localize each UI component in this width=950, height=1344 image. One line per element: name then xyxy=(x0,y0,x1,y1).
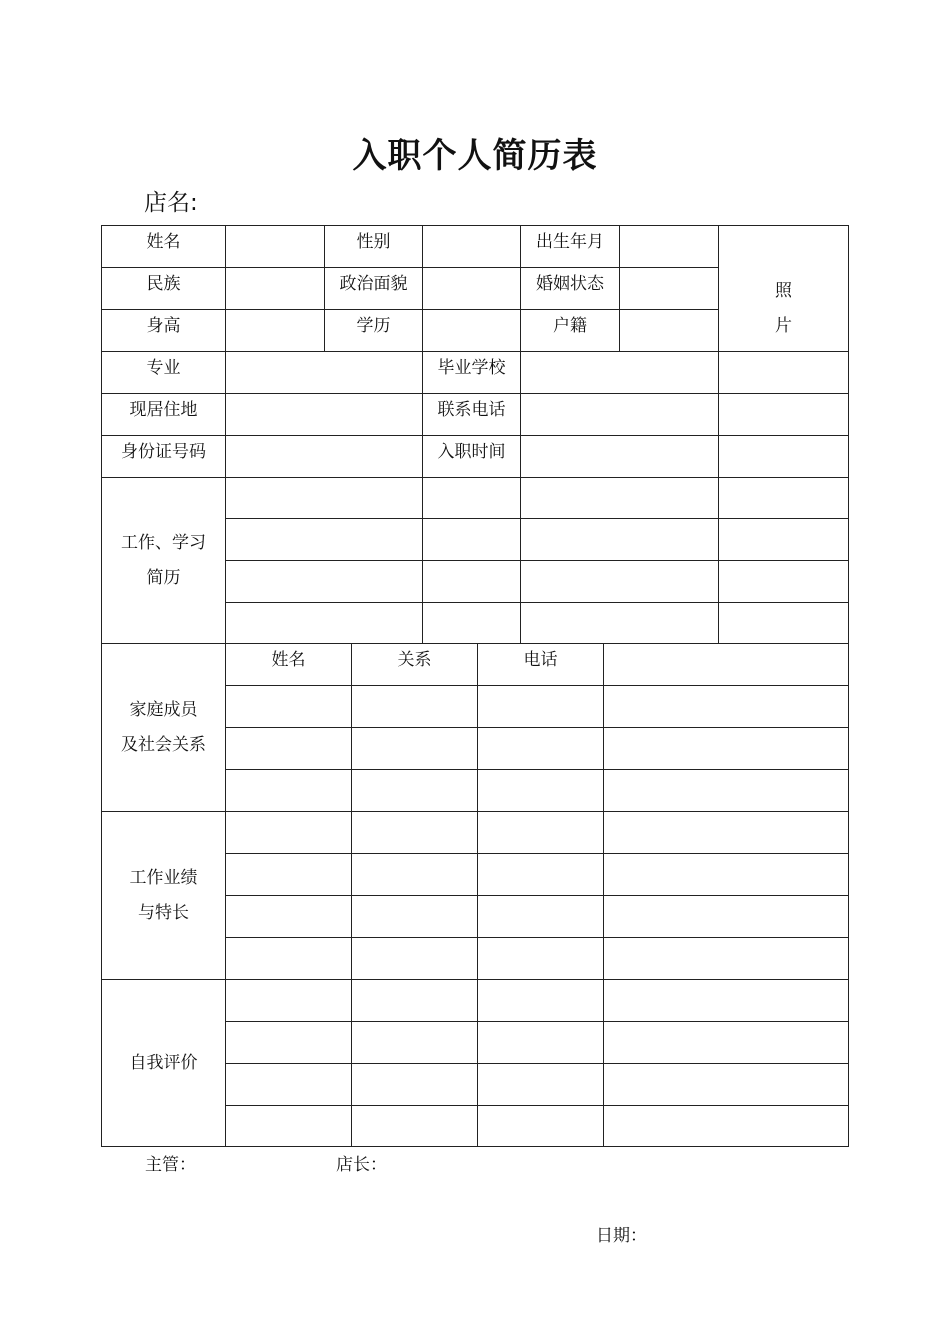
label-gender: 性别 xyxy=(324,225,423,268)
label-performance: 工作业绩 与特长 xyxy=(101,811,226,980)
family-cell[interactable] xyxy=(603,685,849,728)
work-study-cell[interactable] xyxy=(718,560,849,603)
self-eval-cell[interactable] xyxy=(225,1063,352,1106)
self-eval-cell[interactable] xyxy=(477,1063,604,1106)
field-political[interactable] xyxy=(422,267,521,310)
performance-cell[interactable] xyxy=(603,895,849,938)
self-eval-cell[interactable] xyxy=(603,1063,849,1106)
performance-cell[interactable] xyxy=(477,937,604,980)
field-height[interactable] xyxy=(225,309,325,352)
label-entry-time: 入职时间 xyxy=(422,435,521,478)
work-study-cell[interactable] xyxy=(422,602,521,644)
performance-cell[interactable] xyxy=(351,853,478,896)
self-eval-cell[interactable] xyxy=(603,979,849,1022)
work-study-cell[interactable] xyxy=(422,560,521,603)
work-study-cell[interactable] xyxy=(718,518,849,561)
work-study-cell[interactable] xyxy=(718,602,849,644)
photo-label-2: 片 xyxy=(775,316,792,336)
performance-cell[interactable] xyxy=(477,895,604,938)
self-eval-cell[interactable] xyxy=(477,979,604,1022)
date-label: 日期： xyxy=(596,1226,647,1246)
family-cell[interactable] xyxy=(477,727,604,770)
work-study-cell[interactable] xyxy=(520,560,719,603)
label-family: 家庭成员 及社会关系 xyxy=(101,643,226,812)
self-eval-cell[interactable] xyxy=(351,1105,478,1147)
field-hukou[interactable] xyxy=(619,309,719,352)
self-eval-cell[interactable] xyxy=(225,1105,352,1147)
supervisor-label: 主管： xyxy=(145,1155,196,1175)
family-cell[interactable] xyxy=(351,727,478,770)
self-eval-cell[interactable] xyxy=(351,979,478,1022)
performance-cell[interactable] xyxy=(603,811,849,854)
performance-cell[interactable] xyxy=(351,811,478,854)
label-political: 政治面貌 xyxy=(324,267,423,310)
work-study-cell[interactable] xyxy=(520,477,719,519)
family-cell[interactable] xyxy=(225,685,352,728)
self-eval-cell[interactable] xyxy=(225,1021,352,1064)
work-study-cell[interactable] xyxy=(225,518,423,561)
work-study-cell[interactable] xyxy=(225,560,423,603)
family-cell[interactable] xyxy=(603,643,849,686)
field-extra-r6[interactable] xyxy=(718,435,849,478)
label-school: 毕业学校 xyxy=(422,351,521,394)
field-id-number[interactable] xyxy=(225,435,423,478)
field-address[interactable] xyxy=(225,393,423,436)
field-extra-r5[interactable] xyxy=(718,393,849,436)
field-extra-r4[interactable] xyxy=(718,351,849,394)
work-study-cell[interactable] xyxy=(520,602,719,644)
field-school[interactable] xyxy=(520,351,719,394)
work-study-cell[interactable] xyxy=(225,602,423,644)
self-eval-cell[interactable] xyxy=(603,1105,849,1147)
family-cell[interactable] xyxy=(351,685,478,728)
family-cell[interactable] xyxy=(603,727,849,770)
self-eval-cell[interactable] xyxy=(477,1105,604,1147)
self-eval-cell[interactable] xyxy=(603,1021,849,1064)
performance-cell[interactable] xyxy=(351,895,478,938)
label-hukou: 户籍 xyxy=(520,309,620,352)
field-ethnicity[interactable] xyxy=(225,267,325,310)
performance-cell[interactable] xyxy=(225,937,352,980)
label-birth: 出生年月 xyxy=(520,225,620,268)
page-title: 入职个人简历表 xyxy=(352,136,598,176)
photo-label-1: 照 xyxy=(775,281,792,301)
self-eval-cell[interactable] xyxy=(351,1063,478,1106)
performance-cell[interactable] xyxy=(603,937,849,980)
self-eval-cell[interactable] xyxy=(351,1021,478,1064)
self-eval-cell[interactable] xyxy=(477,1021,604,1064)
photo-box[interactable] xyxy=(718,225,849,352)
label-ethnicity: 民族 xyxy=(101,267,226,310)
work-study-cell[interactable] xyxy=(422,518,521,561)
label-major: 专业 xyxy=(101,351,226,394)
work-study-cell[interactable] xyxy=(718,477,849,519)
field-education[interactable] xyxy=(422,309,521,352)
label-self-eval: 自我评价 xyxy=(101,979,226,1147)
family-cell[interactable] xyxy=(477,685,604,728)
label-education: 学历 xyxy=(324,309,423,352)
performance-cell[interactable] xyxy=(603,853,849,896)
family-cell[interactable] xyxy=(603,769,849,812)
label-name: 姓名 xyxy=(101,225,226,268)
performance-cell[interactable] xyxy=(225,853,352,896)
label-address: 现居住地 xyxy=(101,393,226,436)
family-cell[interactable] xyxy=(225,769,352,812)
field-phone[interactable] xyxy=(520,393,719,436)
work-study-cell[interactable] xyxy=(520,518,719,561)
performance-cell[interactable] xyxy=(477,811,604,854)
performance-cell[interactable] xyxy=(225,811,352,854)
family-cell[interactable] xyxy=(477,769,604,812)
family-header-relation: 关系 xyxy=(351,643,478,686)
label-phone: 联系电话 xyxy=(422,393,521,436)
performance-cell[interactable] xyxy=(225,895,352,938)
field-birth[interactable] xyxy=(619,225,719,268)
self-eval-cell[interactable] xyxy=(225,979,352,1022)
family-header-name: 姓名 xyxy=(225,643,352,686)
performance-cell[interactable] xyxy=(351,937,478,980)
work-study-cell[interactable] xyxy=(225,477,423,519)
label-work-study: 工作、学习 简历 xyxy=(101,477,226,644)
field-major[interactable] xyxy=(225,351,423,394)
family-cell[interactable] xyxy=(351,769,478,812)
performance-cell[interactable] xyxy=(477,853,604,896)
field-entry-time[interactable] xyxy=(520,435,719,478)
field-marital[interactable] xyxy=(619,267,719,310)
label-marital: 婚姻状态 xyxy=(520,267,620,310)
label-height: 身高 xyxy=(101,309,226,352)
work-study-cell[interactable] xyxy=(422,477,521,519)
family-cell[interactable] xyxy=(225,727,352,770)
field-gender[interactable] xyxy=(422,225,521,268)
manager-label: 店长： xyxy=(336,1155,387,1175)
field-name[interactable] xyxy=(225,225,325,268)
family-header-phone: 电话 xyxy=(477,643,604,686)
label-id-number: 身份证号码 xyxy=(101,435,226,478)
store-name-label: 店名: xyxy=(144,190,198,216)
